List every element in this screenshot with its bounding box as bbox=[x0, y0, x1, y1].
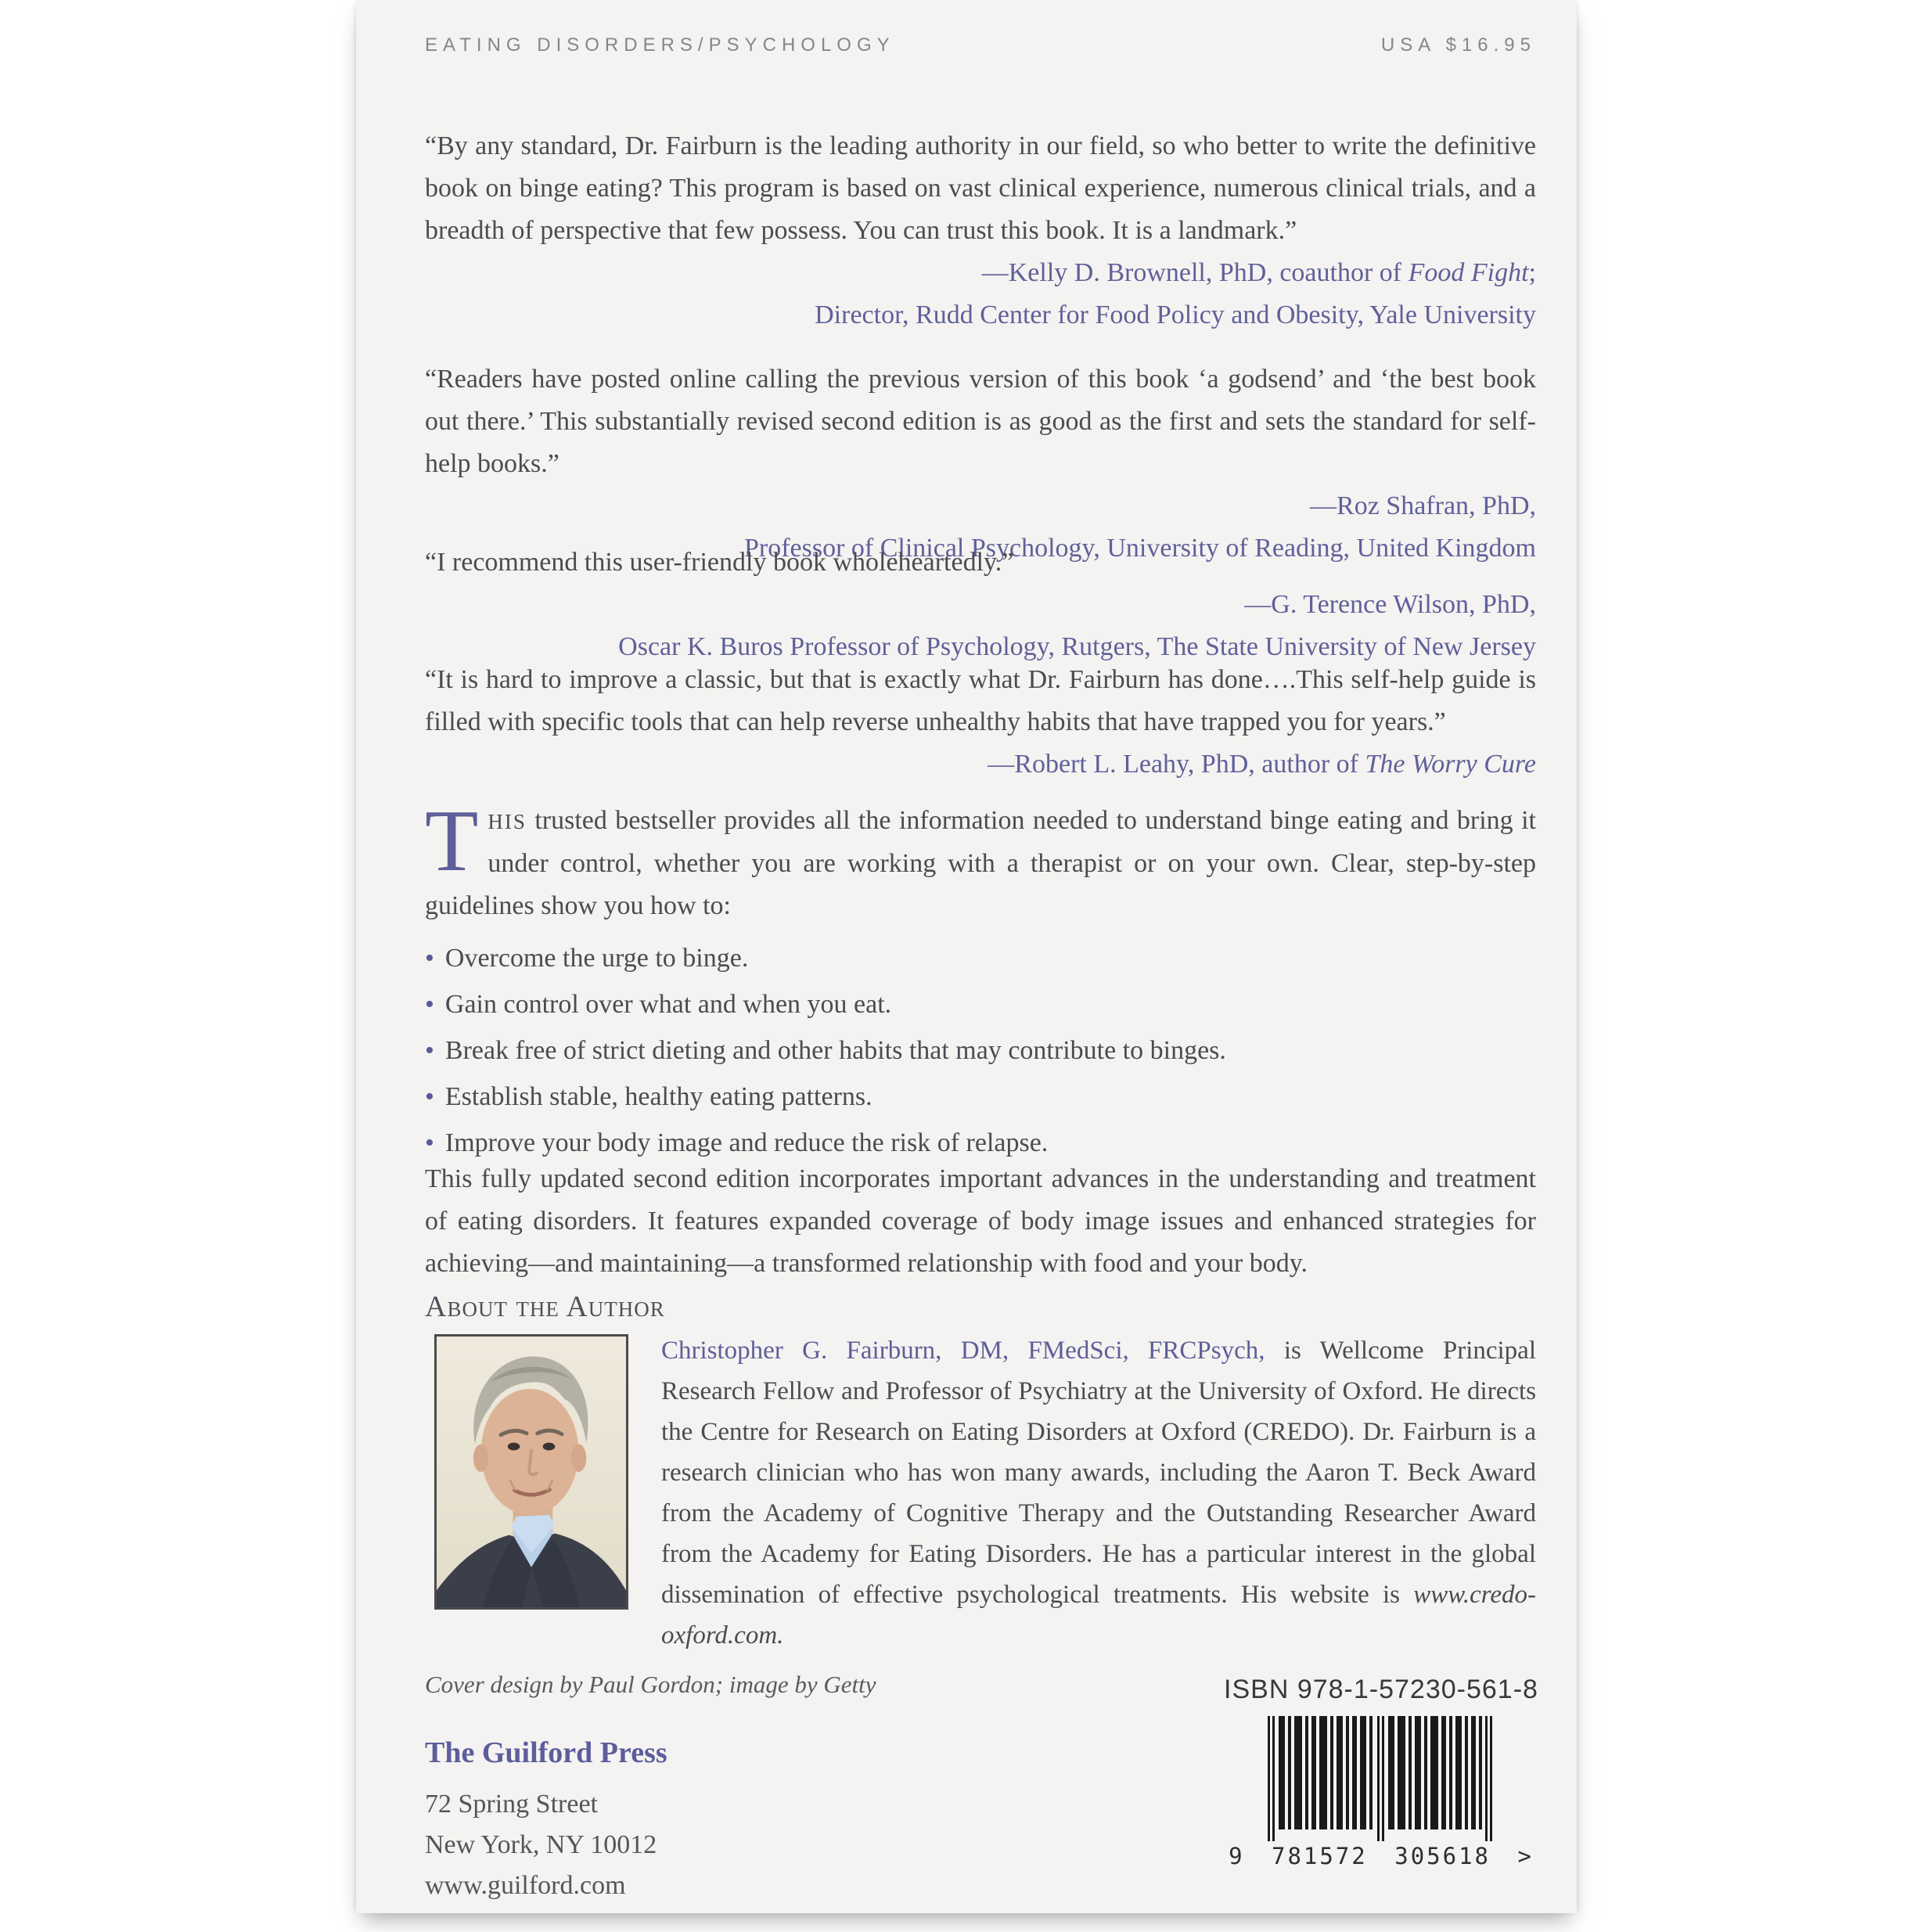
closing-paragraph: This fully updated second edition incorporates important advances in the understanding and treatment of eating disorders. It features expanded coverage of body image issues and enhanced strategies for achieving—and maintaining—a transformed relationship with food and your body. bbox=[425, 1164, 1536, 1278]
quote-attribution: —G. Terence Wilson, PhD, bbox=[1244, 590, 1536, 619]
attribution-pre: —Robert L. Leahy, PhD, author of bbox=[988, 750, 1365, 779]
quote-text: “Readers have posted online calling the previous version of this book ‘a godsend’ and ‘the best book out there.’ This substantially revised second edition is as good as the first and sets the standard for self-help books.” bbox=[425, 365, 1536, 478]
bullet-icon: • bbox=[425, 1036, 434, 1065]
drop-cap: T bbox=[425, 793, 479, 890]
bullet-icon: • bbox=[425, 1082, 434, 1111]
category-label: EATING DISORDERS/PSYCHOLOGY bbox=[425, 34, 895, 56]
quote-attribution-line2: Professor of Clinical Psychology, University of Reading, United Kingdom bbox=[743, 534, 1536, 563]
publisher-name: The Guilford Press bbox=[425, 1736, 667, 1769]
list-item-text: Break free of strict dieting and other habits that may contribute to binges. bbox=[444, 1036, 1226, 1065]
author-bio-text: is Wellcome Principal Research Fellow and Professor of Psychiatry at the University of Oxford. He directs the Centre for Research on Eating Disorders at Oxford (CREDO). Dr. Fairburn is a research clinician who has won many awards, including the Aaron T. Beck Award from the Academy of Cognitive Therapy and the Outstanding Researcher Award from the Academy for Eating Disorders. He has a particular interest in the global dissemination of effective psychological treatments. His website is bbox=[661, 1337, 1536, 1609]
bullet-icon: • bbox=[425, 944, 434, 973]
quote-text: “It is hard to improve a classic, but that is exactly what Dr. Fairburn has done….This self-help guide is filled with specific tools that can help reverse unhealthy habits that have trapped you for years.” bbox=[425, 665, 1536, 736]
about-author-heading: About the Author bbox=[425, 1290, 665, 1323]
publisher-address-line1: 72 Spring Street bbox=[425, 1790, 598, 1819]
list-item bbox=[425, 939, 1536, 978]
quote-attribution-line2: Oscar K. Buros Professor of Psychology, Rutgers, The State University of New Jersey bbox=[618, 632, 1536, 661]
endorsement-quote-4 bbox=[425, 659, 1536, 786]
bullet-list bbox=[425, 939, 1536, 1163]
attribution-work-title: Food Fight bbox=[1408, 258, 1529, 287]
barcode bbox=[1268, 1716, 1495, 1843]
list-item bbox=[425, 985, 1536, 1024]
quote-text: “By any standard, Dr. Fairburn is the leading authority in our field, so who better to write the definitive book on binge eating? This program is based on vast clinical experience, numerous clinical trials, and a breadth of perspective that few possess. You can trust this book. It is a landmark.” bbox=[425, 131, 1536, 245]
list-item-text: Establish stable, healthy eating patterns. bbox=[444, 1082, 872, 1111]
quote-text: “I recommend this user-friendly book wholeheartedly.” bbox=[425, 548, 1014, 577]
quote-attribution: —Roz Shafran, PhD, bbox=[1310, 491, 1536, 520]
intro-paragraph bbox=[425, 793, 1536, 927]
quote-attribution bbox=[425, 252, 1536, 294]
list-item bbox=[425, 1124, 1536, 1163]
quote-attribution bbox=[425, 743, 1536, 786]
publisher-website: www.guilford.com bbox=[425, 1871, 626, 1900]
list-item bbox=[425, 1031, 1536, 1070]
author-website: www.credo-oxford.com. bbox=[661, 1581, 1536, 1650]
back-cover-page bbox=[356, 0, 1577, 1913]
bullet-icon: • bbox=[425, 990, 434, 1019]
endorsement-quote-1 bbox=[425, 125, 1536, 336]
top-banner bbox=[425, 34, 1536, 56]
bullet-icon: • bbox=[425, 1128, 434, 1157]
intro-lead: HIS bbox=[487, 810, 527, 833]
endorsement-quote-3 bbox=[425, 541, 1536, 668]
attribution-work-title: The Worry Cure bbox=[1365, 750, 1536, 779]
author-photo bbox=[434, 1334, 628, 1610]
isbn-block bbox=[1193, 1675, 1569, 1869]
isbn-label: ISBN 978-1-57230-561-8 bbox=[1224, 1675, 1538, 1704]
publisher-address-line2: New York, NY 10012 bbox=[425, 1830, 657, 1859]
author-bio bbox=[661, 1330, 1536, 1656]
quote-attribution-line2: Director, Rudd Center for Food Policy and Obesity, Yale University bbox=[815, 300, 1536, 329]
barcode-digits: 9 781572 305618 > bbox=[1229, 1843, 1534, 1869]
price-label: USA $16.95 bbox=[1380, 34, 1536, 56]
list-item-text: Gain control over what and when you eat. bbox=[444, 990, 892, 1019]
list-item-text: Improve your body image and reduce the risk of relapse. bbox=[444, 1128, 1049, 1157]
author-name: Christopher G. Fairburn, DM, FMedSci, FRCPsych, bbox=[661, 1337, 1265, 1365]
attribution-pre: —Kelly D. Brownell, PhD, coauthor of bbox=[981, 258, 1409, 287]
benefits-list bbox=[425, 939, 1536, 1170]
list-item bbox=[425, 1078, 1536, 1117]
endorsement-quote-2 bbox=[425, 358, 1536, 570]
author-portrait-illustration bbox=[437, 1337, 626, 1607]
attribution-post: ; bbox=[1528, 258, 1536, 287]
cover-design-credit: Cover design by Paul Gordon; image by Getty bbox=[425, 1671, 876, 1698]
list-item-text: Overcome the urge to binge. bbox=[444, 944, 749, 973]
intro-text: trusted bestseller provides all the information needed to understand binge eating and bring it under control, whether you are working with a therapist or on your own. Clear, step-by-step guidelines show you how to: bbox=[425, 806, 1536, 920]
